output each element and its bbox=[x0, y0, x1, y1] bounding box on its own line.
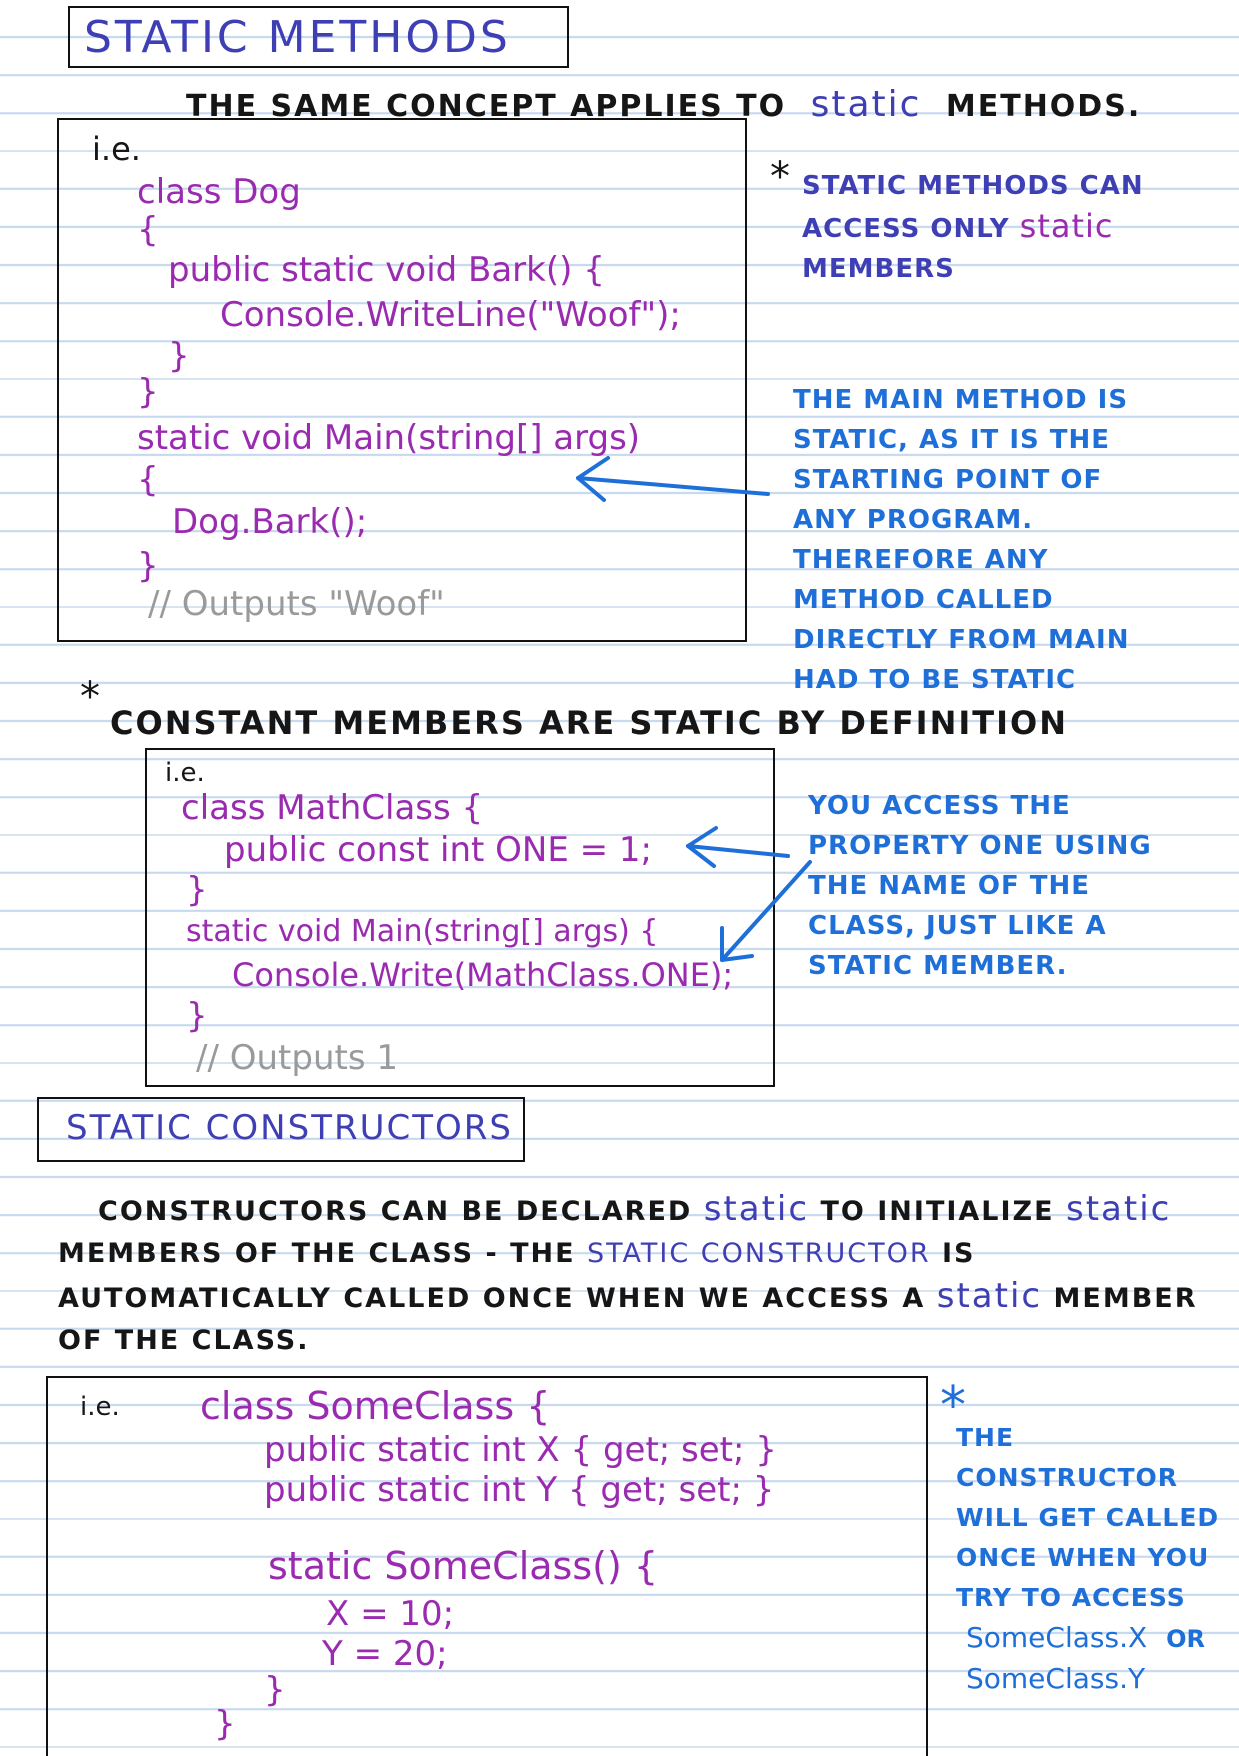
code-line: Console.WriteLine("Woof"); bbox=[220, 295, 681, 335]
section2-heading: CONSTANT MEMBERS ARE STATIC BY DEFINITION bbox=[110, 704, 1068, 742]
para-keyword: STATIC CONSTRUCTOR bbox=[586, 1238, 931, 1269]
note-ref: SomeClass.X bbox=[966, 1621, 1148, 1654]
note-keyword: static bbox=[1019, 207, 1114, 245]
note-text: THE CONSTRUCTOR WILL GET CALLED ONCE WHEN YOU TRY TO ACCESS bbox=[956, 1423, 1220, 1612]
code-line: static SomeClass() { bbox=[268, 1544, 659, 1588]
para-text: IS AUTOMATICALLY CALLED ONCE WHEN WE ACCESS A bbox=[58, 1238, 976, 1314]
code-line: } bbox=[168, 336, 190, 376]
code-line: } bbox=[186, 870, 208, 910]
example-label: i.e. bbox=[92, 130, 141, 168]
para-text: MEMBERS OF THE CLASS - THE bbox=[58, 1238, 576, 1269]
note-text: STATIC METHODS CAN ACCESS ONLY bbox=[802, 171, 1144, 244]
code-line: class SomeClass { bbox=[200, 1384, 551, 1428]
para-text: CONSTRUCTORS CAN BE DECLARED bbox=[98, 1196, 693, 1227]
code-line: class Dog bbox=[137, 172, 301, 212]
code-line: } bbox=[214, 1704, 236, 1744]
section1-title: STATIC METHODS bbox=[84, 12, 511, 63]
section3-paragraph bbox=[58, 1188, 1208, 1362]
note-static-access bbox=[770, 154, 1170, 289]
asterisk-icon: * bbox=[940, 1376, 966, 1436]
code-line: { bbox=[137, 210, 159, 250]
para-keyword: static bbox=[1065, 1189, 1172, 1229]
intro-prefix: THE SAME CONCEPT APPLIES TO bbox=[186, 89, 787, 124]
note-or: OR bbox=[1166, 1625, 1205, 1653]
code-line: Y = 20; bbox=[322, 1634, 448, 1674]
code-line: } bbox=[137, 546, 159, 586]
code-line: } bbox=[264, 1670, 286, 1710]
code-line: Dog.Bark(); bbox=[172, 502, 368, 542]
code-line: class MathClass { bbox=[181, 788, 484, 828]
code-line: } bbox=[137, 372, 159, 412]
code-line: } bbox=[186, 996, 208, 1036]
code-line: { bbox=[137, 460, 159, 500]
code-comment: // Outputs "Woof" bbox=[148, 584, 445, 624]
code-line: public static int X { get; set; } bbox=[264, 1430, 777, 1470]
note-text: MEMBERS bbox=[802, 254, 955, 284]
asterisk-icon: * bbox=[770, 154, 790, 200]
asterisk-icon: * bbox=[80, 674, 100, 720]
code-line: Console.Write(MathClass.ONE); bbox=[232, 956, 734, 994]
note-constructor bbox=[940, 1376, 1235, 1699]
example-label: i.e. bbox=[165, 758, 205, 788]
code-line: public static void Bark() { bbox=[168, 250, 605, 290]
code-line: static void Main(string[] args) { bbox=[186, 914, 659, 949]
code-line: public static int Y { get; set; } bbox=[264, 1470, 775, 1510]
example-label: i.e. bbox=[80, 1392, 120, 1422]
code-comment: // Outputs 1 bbox=[196, 1038, 398, 1078]
note-const-access: YOU ACCESS THE PROPERTY ONE USING THE NAME OF THE CLASS, JUST LIKE A STATIC MEMBER. bbox=[808, 791, 1152, 981]
section3-title: STATIC CONSTRUCTORS bbox=[66, 1108, 513, 1148]
para-text: MEMBER OF THE CLASS. bbox=[58, 1283, 1198, 1356]
intro-suffix: METHODS. bbox=[945, 89, 1142, 124]
note-ref: SomeClass.Y bbox=[966, 1662, 1146, 1695]
intro-keyword: static bbox=[810, 84, 922, 125]
para-keyword: static bbox=[936, 1276, 1043, 1316]
note-main-static: THE MAIN METHOD IS STATIC, AS IT IS THE STARTING POINT OF ANY PROGRAM. THEREFORE ANY METHOD CALLED DIRECTLY FROM MAIN HAD TO BE STATIC bbox=[793, 385, 1130, 695]
code-line: public const int ONE = 1; bbox=[224, 830, 653, 870]
code-line: static void Main(string[] args) bbox=[137, 418, 641, 458]
para-keyword: static bbox=[703, 1189, 810, 1229]
para-text: TO INITIALIZE bbox=[820, 1196, 1055, 1227]
code-line: X = 10; bbox=[326, 1594, 455, 1634]
